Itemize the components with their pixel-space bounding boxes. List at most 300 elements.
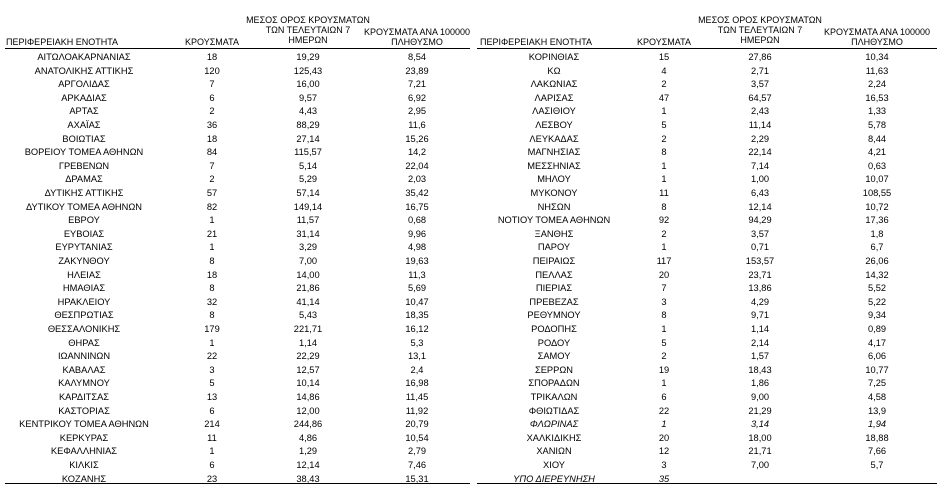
per100k-cell: 35,42: [405, 188, 429, 198]
avg7-cell: 4,29: [750, 296, 770, 307]
region-cell: ΔΡΑΜΑΣ: [65, 174, 103, 185]
region-cell: ΚΑΣΤΟΡΙΑΣ: [58, 405, 110, 416]
table-row: [474, 240, 940, 254]
avg7-cell: 7,00: [750, 460, 770, 470]
avg7-cell: 13,86: [748, 283, 772, 294]
avg7-cell: 18,00: [748, 432, 772, 443]
cases-cell: 15: [658, 52, 670, 62]
table-row: [0, 417, 470, 431]
avg7-cell: 38,43: [296, 473, 320, 484]
per100k-cell: 17,36: [865, 215, 889, 226]
avg7-cell: 1,57: [750, 351, 770, 362]
cases-cell: 8: [209, 283, 215, 294]
cases-cell: 1: [209, 215, 215, 226]
avg7-cell: 12,14: [296, 460, 320, 470]
region-cell: ΚΕΝΤΡΙΚΟΥ ΤΟΜΕΑ ΑΘΗΝΩΝ: [19, 419, 149, 430]
per100k-cell: 22,04: [405, 160, 429, 171]
per100k-cell: 5,22: [867, 296, 887, 307]
region-cell: ΡΟΔΟΥ: [537, 337, 571, 348]
per100k-cell: 4,98: [407, 242, 427, 253]
region-cell: ΑΧΑΪΑΣ: [67, 120, 101, 130]
per100k-cell: 16,12: [405, 324, 429, 334]
cases-cell: 1: [661, 160, 667, 171]
region-cell: ΕΒΡΟΥ: [68, 215, 100, 226]
region-cell: ΗΜΑΘΙΑΣ: [62, 283, 106, 294]
region-cell: ΚΟΡΙΝΘΙΑΣ: [528, 52, 580, 62]
table-row: [0, 104, 470, 118]
region-cell: ΘΕΣΠΡΩΤΙΑΣ: [54, 310, 114, 321]
avg7-cell: 5,43: [298, 310, 318, 321]
table-row: [474, 336, 940, 350]
avg7-cell: 4,43: [298, 106, 318, 117]
per100k-cell: 18,35: [405, 310, 429, 321]
table-row: [0, 132, 470, 146]
per100k-cell: 13,9: [867, 405, 887, 416]
per100k-cell: 1,33: [867, 106, 887, 117]
per100k-cell: 5,7: [870, 460, 884, 470]
table-row: [0, 404, 470, 418]
avg7-cell: 88,29: [296, 120, 320, 130]
cases-cell: 32: [206, 296, 218, 307]
region-cell: ΠΕΛΛΑΣ: [535, 269, 573, 280]
avg7-cell: 14,86: [296, 392, 320, 402]
region-cell: ΜΥΚΟΝΟΥ: [530, 188, 578, 198]
avg7-cell: 9,57: [298, 92, 318, 103]
region-cell: ΑΡΓΟΛΙΔΑΣ: [58, 79, 110, 90]
per100k-cell: 10,54: [405, 432, 429, 443]
avg7-cell: 3,57: [750, 79, 770, 90]
avg7-cell: 22,29: [296, 351, 320, 362]
avg7-cell: 6,43: [750, 188, 770, 198]
region-cell: ΕΥΡΥΤΑΝΙΑΣ: [55, 242, 113, 253]
avg7-cell: 94,29: [748, 215, 772, 226]
avg7-cell: 27,86: [748, 52, 772, 62]
cases-cell: 1: [209, 337, 215, 348]
per100k-cell: 5,52: [867, 283, 887, 294]
table-row: [474, 77, 940, 91]
per100k-cell: 4,17: [867, 337, 887, 348]
cases-cell: 6: [661, 392, 667, 402]
region-cell: ΖΑΚΥΝΘΟΥ: [58, 256, 110, 266]
table-row: [0, 458, 470, 472]
table-row: [474, 363, 940, 377]
cases-cell: 92: [658, 215, 670, 226]
avg7-cell: 1,00: [750, 174, 770, 185]
cases-cell: 2: [209, 174, 215, 185]
region-cell: ΘΗΡΑΣ: [68, 337, 100, 348]
avg7-cell: 10,14: [296, 378, 320, 389]
avg7-cell: 153,57: [745, 256, 775, 266]
region-cell: ΛΕΥΚΑΔΑΣ: [529, 133, 579, 144]
cases-cell: 12: [658, 446, 670, 457]
cases-cell: 19: [658, 364, 670, 375]
region-cell: ΗΡΑΚΛΕΙΟΥ: [57, 296, 111, 307]
table-row: [474, 417, 940, 431]
cases-cell: 11: [207, 432, 217, 443]
cases-cell: 8: [661, 147, 667, 158]
header-cases: ΚΡΟΥΣΜΑΤΑ: [185, 37, 239, 47]
region-cell: ΚΟΖΑΝΗΣ: [61, 473, 107, 484]
table-row: [474, 227, 940, 241]
cases-cell: 117: [656, 256, 672, 266]
avg7-cell: 12,00: [296, 405, 320, 416]
region-cell: ΚΕΡΚΥΡΑΣ: [59, 432, 109, 443]
header-underline: [5, 48, 470, 49]
per100k-cell: 20,79: [405, 419, 429, 430]
region-cell: ΒΟΡΕΙΟΥ ΤΟΜΕΑ ΑΘΗΝΩΝ: [24, 147, 144, 158]
region-cell: ΚΙΛΚΙΣ: [69, 460, 99, 470]
table-row: [474, 295, 940, 309]
region-cell: ΜΕΣΣΗΝΙΑΣ: [527, 160, 581, 171]
cases-cell: 18: [206, 133, 218, 144]
region-cell: ΓΡΕΒΕΝΩΝ: [58, 160, 110, 171]
cases-cell: 3: [209, 364, 215, 375]
avg7-cell: 27,14: [296, 133, 320, 144]
table-row: [474, 458, 940, 472]
table-row: [474, 431, 940, 445]
cases-cell: 6: [209, 460, 215, 470]
per100k-cell: 7,21: [407, 79, 427, 90]
per100k-cell: 15,26: [405, 133, 429, 144]
region-cell: ΛΑΡΙΣΑΣ: [534, 92, 574, 103]
avg7-cell: 1,86: [750, 378, 770, 389]
table-row: [0, 213, 470, 227]
per100k-cell: 2,95: [407, 106, 427, 117]
table-row: [0, 159, 470, 173]
table-row: [0, 77, 470, 91]
per100k-cell: 26,06: [865, 256, 889, 266]
table-row: [474, 472, 940, 486]
table-row: [474, 172, 940, 186]
cases-cell: 2: [209, 106, 215, 117]
table-row: [474, 91, 940, 105]
table-row: [474, 186, 940, 200]
avg7-cell: 2,29: [750, 133, 770, 144]
avg7-cell: 2,71: [750, 65, 770, 76]
cases-cell: 3: [661, 460, 667, 470]
cases-cell: 8: [661, 201, 667, 212]
table-row: [474, 349, 940, 363]
avg7-cell: 4,86: [298, 432, 318, 443]
avg7-cell: 7,00: [298, 256, 318, 266]
avg7-cell: 115,57: [294, 147, 322, 158]
avg7-cell: 1,29: [298, 446, 318, 457]
region-cell: ΑΙΤΩΛΟΑΚΑΡΝΑΝΙΑΣ: [37, 52, 131, 62]
per100k-cell: 0,63: [867, 160, 887, 171]
per100k-cell: 2,24: [867, 79, 887, 90]
cases-cell: 20: [658, 269, 670, 280]
region-cell: ΙΩΑΝΝΙΝΩΝ: [57, 351, 111, 362]
per100k-cell: 6,7: [870, 242, 884, 253]
cases-cell: 5: [661, 120, 667, 130]
cases-cell: 11: [659, 188, 669, 198]
region-cell: ΝΗΣΩΝ: [537, 201, 571, 212]
avg7-cell: 19,29: [296, 52, 320, 62]
avg7-cell: 14,00: [296, 269, 320, 280]
table-row: [474, 145, 940, 159]
per100k-cell: 4,58: [867, 392, 887, 402]
per100k-cell: 19,63: [405, 256, 429, 266]
per100k-cell: 7,25: [867, 378, 887, 389]
cases-cell: 1: [661, 174, 667, 185]
cases-cell: 84: [206, 147, 218, 158]
per100k-cell: 5,78: [867, 120, 887, 130]
table-row: [0, 390, 470, 404]
table-row: [474, 254, 940, 268]
cases-cell: 1: [209, 446, 215, 457]
cases-cell: 1: [661, 324, 667, 334]
region-cell: ΛΑΚΩΝΙΑΣ: [530, 79, 578, 90]
cases-cell: 1: [661, 378, 667, 389]
per100k-cell: 1,8: [870, 228, 884, 239]
region-cell: ΜΑΓΝΗΣΙΑΣ: [527, 147, 581, 158]
table-row: [474, 104, 940, 118]
avg7-cell: 149,14: [293, 201, 323, 212]
table-row: [0, 295, 470, 309]
per100k-cell: 10,34: [865, 52, 889, 62]
region-cell: ΝΟΤΙΟΥ ΤΟΜΕΑ ΑΘΗΝΩΝ: [497, 215, 611, 226]
region-cell: ΚΕΦΑΛΛΗΝΙΑΣ: [50, 446, 118, 457]
per100k-cell: 11,92: [405, 405, 429, 416]
per100k-cell: 6,92: [407, 92, 427, 103]
region-cell: ΔΥΤΙΚΟΥ ΤΟΜΕΑ ΑΘΗΝΩΝ: [25, 201, 143, 212]
cases-cell: 7: [209, 79, 215, 90]
region-cell: ΚΑΒΑΛΑΣ: [62, 364, 106, 375]
avg7-cell: 244,86: [293, 419, 323, 430]
avg7-cell: 5,29: [298, 174, 318, 185]
region-cell: ΠΡΕΒΕΖΑΣ: [529, 296, 579, 307]
cases-cell: 82: [206, 201, 218, 212]
per100k-cell: 11,63: [865, 65, 889, 76]
cases-cell: 22: [658, 405, 670, 416]
cases-cell: 2: [661, 133, 667, 144]
region-cell: ΜΗΛΟΥ: [537, 174, 571, 185]
header-region: ΠΕΡΙΦΕΡΕΙΑΚΗ ΕΝΟΤΗΤΑ: [480, 37, 593, 47]
table-row: [474, 308, 940, 322]
per100k-cell: 8,54: [407, 52, 427, 62]
table-row: [0, 240, 470, 254]
avg7-cell: 3,14: [750, 419, 770, 430]
avg7-cell: 31,14: [296, 228, 320, 239]
table-row: [474, 50, 940, 64]
table-row: [474, 376, 940, 390]
region-cell: ΛΑΣΙΘΙΟΥ: [532, 106, 576, 117]
per100k-cell: 10,47: [405, 296, 429, 307]
table-row: [0, 336, 470, 350]
cases-cell: 179: [204, 324, 220, 334]
per100k-cell: 16,53: [865, 92, 889, 103]
table-row: [474, 404, 940, 418]
table-row: [0, 200, 470, 214]
table-row: [0, 145, 470, 159]
per100k-cell: 5,3: [410, 337, 424, 348]
table-row: [0, 91, 470, 105]
table-row: [0, 472, 470, 486]
avg7-cell: 3,57: [750, 228, 770, 239]
table-row: [0, 172, 470, 186]
region-cell: ΣΑΜΟΥ: [537, 351, 571, 362]
per100k-cell: 16,98: [405, 378, 429, 389]
region-cell: ΚΑΛΥΜΝΟΥ: [58, 378, 110, 389]
cases-cell: 21: [206, 228, 218, 239]
avg7-cell: 1,14: [750, 324, 770, 334]
region-cell: ΡΟΔΟΠΗΣ: [531, 324, 577, 334]
per100k-cell: 2,79: [407, 446, 427, 457]
per100k-cell: 11,45: [405, 392, 429, 402]
per100k-cell: 13,1: [407, 351, 427, 362]
cases-cell: 1: [661, 106, 667, 117]
per100k-cell: 0,68: [407, 215, 427, 226]
per100k-cell: 11,3: [408, 269, 426, 280]
region-cell: ΡΕΘΥΜΝΟΥ: [527, 310, 581, 321]
per100k-cell: 15,31: [405, 473, 429, 484]
table-row: [0, 376, 470, 390]
avg7-cell: 16,00: [296, 79, 320, 90]
region-cell: ΠΙΕΡΙΑΣ: [535, 283, 573, 294]
per100k-cell: 2,4: [410, 364, 424, 375]
cases-cell: 22: [206, 351, 218, 362]
per100k-cell: 10,77: [865, 364, 889, 375]
region-cell: ΥΠΟ ΔΙΕΡΕΥΝΗΣΗ: [513, 473, 595, 484]
per100k-cell: 11,6: [408, 120, 426, 130]
per100k-cell: 6,06: [867, 351, 887, 362]
avg7-cell: 18,43: [748, 364, 772, 375]
cases-cell: 1: [661, 419, 667, 430]
per100k-cell: 7,46: [407, 460, 427, 470]
region-cell: ΧΙΟΥ: [543, 460, 565, 470]
header-avg7: ΜΕΣΟΣ ΟΡΟΣ ΚΡΟΥΣΜΑΤΩΝ ΤΩΝ ΤΕΛΕΥΤΑΙΩΝ 7 ΗΜΕΡΩΝ: [698, 15, 822, 45]
cases-cell: 6: [209, 92, 215, 103]
avg7-cell: 11,14: [748, 120, 772, 130]
header-avg7: ΜΕΣΟΣ ΟΡΟΣ ΚΡΟΥΣΜΑΤΩΝ ΤΩΝ ΤΕΛΕΥΤΑΙΩΝ 7 ΗΜΕΡΩΝ: [246, 15, 370, 45]
region-cell: ΔΥΤΙΚΗΣ ΑΤΤΙΚΗΣ: [44, 188, 124, 198]
table-row: [474, 390, 940, 404]
avg7-cell: 2,14: [750, 337, 770, 348]
region-cell: ΒΟΙΩΤΙΑΣ: [62, 133, 106, 144]
per100k-cell: 14,32: [865, 269, 889, 280]
region-cell: ΘΕΣΣΑΛΟΝΙΚΗΣ: [47, 324, 121, 334]
avg7-cell: 125,43: [293, 65, 323, 76]
cases-cell: 2: [661, 79, 667, 90]
cases-cell: 57: [206, 188, 218, 198]
header-per100k: ΚΡΟΥΣΜΑΤΑ ΑΝΑ 100000 ΠΛΗΘΥΣΜΟ: [824, 27, 930, 47]
cases-cell: 5: [661, 337, 667, 348]
avg7-cell: 23,71: [748, 269, 772, 280]
per100k-cell: 9,96: [407, 228, 427, 239]
cases-cell: 7: [209, 160, 215, 171]
region-cell: ΤΡΙΚΑΛΩΝ: [530, 392, 578, 402]
per100k-cell: 0,89: [867, 324, 887, 334]
cases-cell: 120: [204, 65, 220, 76]
region-cell: ΛΕΣΒΟΥ: [535, 120, 573, 130]
per100k-cell: 10,72: [865, 201, 889, 212]
per100k-cell: 9,34: [867, 310, 887, 321]
avg7-cell: 9,00: [750, 392, 770, 402]
cases-cell: 8: [209, 256, 215, 266]
cases-cell: 2: [661, 228, 667, 239]
cases-cell: 13: [206, 392, 218, 402]
cases-cell: 7: [661, 283, 667, 294]
table-row: [0, 431, 470, 445]
per100k-cell: 108,55: [862, 188, 892, 198]
header-underline: [477, 48, 937, 49]
header-cases: ΚΡΟΥΣΜΑΤΑ: [637, 37, 691, 47]
per100k-cell: 7,66: [867, 446, 887, 457]
avg7-cell: 22,14: [748, 147, 772, 158]
table-row: [0, 268, 470, 282]
region-cell: ΗΛΕΙΑΣ: [67, 269, 101, 280]
cases-cell: 8: [209, 310, 215, 321]
avg7-cell: 221,71: [293, 324, 323, 334]
cases-cell: 1: [661, 242, 667, 253]
table-row: [474, 213, 940, 227]
region-cell: ΞΑΝΘΗΣ: [534, 228, 574, 239]
region-cell: ΣΕΡΡΩΝ: [534, 364, 573, 375]
avg7-cell: 11,57: [296, 215, 320, 226]
table-row: [0, 50, 470, 64]
region-cell: ΣΠΟΡΑΔΩΝ: [528, 378, 580, 389]
table-row: [0, 308, 470, 322]
avg7-cell: 21,71: [748, 446, 772, 457]
cases-cell: 2: [661, 351, 667, 362]
region-cell: ΑΝΑΤΟΛΙΚΗΣ ΑΤΤΙΚΗΣ: [34, 65, 134, 76]
table-row: [0, 227, 470, 241]
cases-cell: 214: [204, 419, 220, 430]
cases-cell: 5: [209, 378, 215, 389]
table-row: [474, 444, 940, 458]
region-cell: ΕΥΒΟΙΑΣ: [63, 228, 105, 239]
per100k-cell: 4,21: [867, 147, 887, 158]
per100k-cell: 10,07: [865, 174, 889, 185]
table-row: [474, 322, 940, 336]
cases-cell: 8: [661, 310, 667, 321]
avg7-cell: 5,14: [298, 160, 318, 171]
table-row: [474, 132, 940, 146]
avg7-cell: 1,14: [298, 337, 318, 348]
region-cell: ΑΡΤΑΣ: [69, 106, 99, 117]
cases-cell: 1: [209, 242, 215, 253]
header-region: ΠΕΡΙΦΕΡΕΙΑΚΗ ΕΝΟΤΗΤΑ: [6, 37, 119, 47]
region-cell: ΚΑΡΔΙΤΣΑΣ: [58, 392, 110, 402]
header-per100k: ΚΡΟΥΣΜΑΤΑ ΑΝΑ 100000 ΠΛΗΘΥΣΜΟ: [364, 27, 470, 47]
region-cell: ΠΕΙΡΑΙΩΣ: [532, 256, 576, 266]
per100k-cell: 5,69: [407, 283, 427, 294]
table-row: [0, 64, 470, 78]
per100k-cell: 18,88: [865, 432, 889, 443]
per100k-cell: 1,94: [867, 419, 887, 430]
avg7-cell: 41,14: [296, 296, 320, 307]
avg7-cell: 64,57: [748, 92, 772, 103]
table-row: [0, 186, 470, 200]
table-row: [474, 281, 940, 295]
region-cell: ΧΑΛΚΙΔΙΚΗΣ: [526, 432, 582, 443]
avg7-cell: 12,14: [748, 201, 772, 212]
avg7-cell: 9,71: [750, 310, 770, 321]
table-row: [474, 200, 940, 214]
cases-cell: 6: [209, 405, 215, 416]
region-cell: ΦΘΙΩΤΙΔΑΣ: [528, 405, 580, 416]
avg7-cell: 57,14: [296, 188, 320, 198]
table-row: [0, 349, 470, 363]
per100k-cell: 2,03: [407, 174, 427, 185]
avg7-cell: 21,86: [296, 283, 320, 294]
region-cell: ΦΛΩΡΙΝΑΣ: [529, 419, 579, 430]
region-cell: ΑΡΚΑΔΙΑΣ: [61, 92, 107, 103]
per100k-cell: 23,89: [405, 65, 429, 76]
avg7-cell: 12,57: [296, 364, 320, 375]
region-cell: ΚΩ: [547, 65, 561, 76]
cases-cell: 18: [206, 269, 218, 280]
